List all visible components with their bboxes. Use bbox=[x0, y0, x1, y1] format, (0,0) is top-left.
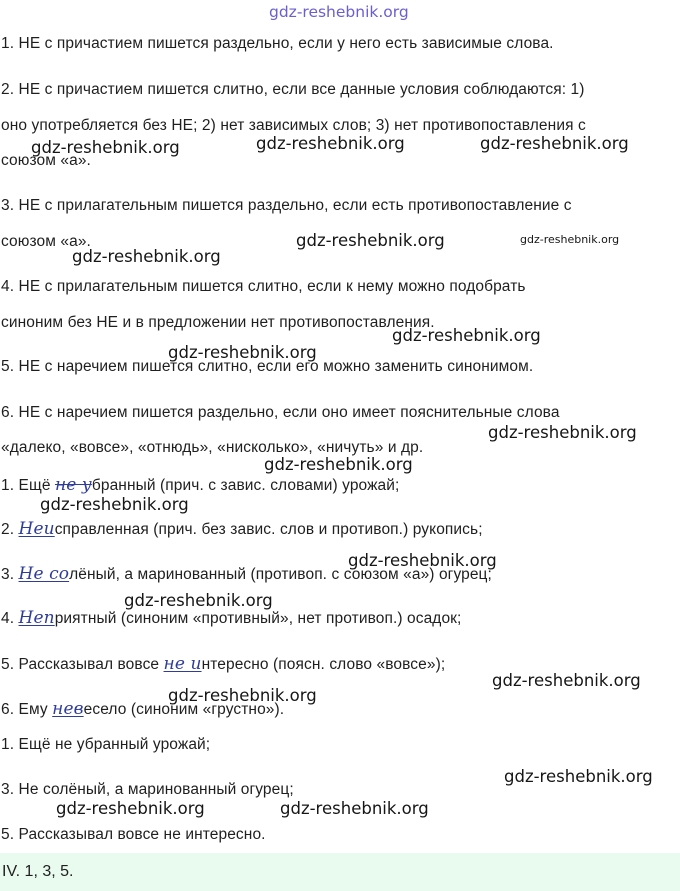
rule-line-4-cont: синоним без НЕ и в предложении нет противопоставления. bbox=[1, 314, 435, 331]
example-5 bbox=[1, 654, 445, 674]
final-answer: IV. 1, 3, 5. bbox=[2, 863, 74, 880]
example-4 bbox=[1, 608, 461, 628]
example-6-prefix: 6. Ему bbox=[1, 701, 53, 718]
watermark: gdz-reshebnik.org bbox=[56, 799, 205, 818]
rule-line-6: 6. НЕ с наречием пишется раздельно, если оно имеет пояснительные слова bbox=[1, 404, 560, 421]
rule-line-3-cont: союзом «а». bbox=[1, 233, 91, 250]
example-5-rest: нтересно (поясн. слово «вовсе»); bbox=[201, 656, 446, 673]
answer-line-3: 3. Не солёный, а маринованный огурец; bbox=[1, 781, 294, 798]
watermark: gdz-reshebnik.org bbox=[504, 767, 653, 786]
watermark: gdz-reshebnik.org bbox=[488, 423, 637, 442]
rule-line-6-cont: «далеко, «вовсе», «отнюдь», «нисколько», «ничуть» и др. bbox=[1, 439, 424, 456]
example-6-handwritten: нев bbox=[52, 699, 84, 719]
example-1-handwritten: не у bbox=[54, 475, 92, 495]
rule-line-3: 3. НЕ с прилагательным пишется раздельно, если есть противопоставление с bbox=[1, 197, 572, 214]
watermark: gdz-reshebnik.org bbox=[520, 233, 620, 246]
example-4-handwritten: Неп bbox=[18, 608, 55, 628]
watermark: gdz-reshebnik.org bbox=[124, 591, 273, 610]
watermark: gdz-reshebnik.org bbox=[72, 247, 221, 266]
watermark: gdz-reshebnik.org bbox=[256, 134, 405, 153]
example-2 bbox=[1, 519, 483, 539]
answer-line-1: 1. Ещё не убранный урожай; bbox=[1, 736, 211, 753]
watermark: gdz-reshebnik.org bbox=[280, 799, 429, 818]
example-2-handwritten: Неи bbox=[18, 519, 55, 539]
example-6-rest: есело (синоним «грустно»). bbox=[83, 701, 285, 718]
watermark: gdz-reshebnik.org bbox=[348, 551, 497, 570]
rule-line-2-cont: оно употребляется без НЕ; 2) нет зависимых слов; 3) нет противопоставления с bbox=[1, 117, 586, 134]
example-5-prefix: 5. Рассказывал вовсе bbox=[1, 656, 164, 673]
final-answer-bar bbox=[0, 853, 680, 891]
watermark: gdz-reshebnik.org bbox=[480, 134, 629, 153]
example-3-handwritten: Не со bbox=[18, 564, 70, 584]
rule-line-5: 5. НЕ с наречием пишется слитно, если его можно заменить синонимом. bbox=[1, 358, 534, 375]
example-2-prefix: 2. bbox=[1, 521, 19, 538]
example-5-handwritten: не и bbox=[163, 654, 202, 674]
example-3-prefix: 3. bbox=[1, 566, 19, 583]
rule-line-1: 1. НЕ с причастием пишется раздельно, если у него есть зависимые слова. bbox=[1, 35, 554, 52]
watermark: gdz-reshebnik.org bbox=[492, 671, 641, 690]
example-4-prefix: 4. bbox=[1, 610, 19, 627]
rule-line-4: 4. НЕ с прилагательным пишется слитно, если к нему можно подобрать bbox=[1, 278, 526, 295]
example-1-rest: бранный (прич. с завис. словами) урожай; bbox=[91, 477, 400, 494]
rule-line-2: 2. НЕ с причастием пишется слитно, если все данные условия соблюдаются: 1) bbox=[1, 81, 585, 98]
example-1 bbox=[1, 475, 399, 495]
site-watermark-top: gdz-reshebnik.org bbox=[269, 3, 409, 21]
watermark: gdz-reshebnik.org bbox=[264, 455, 413, 474]
watermark: gdz-reshebnik.org bbox=[168, 343, 317, 362]
example-1-prefix: 1. Ещё bbox=[1, 477, 55, 494]
watermark: gdz-reshebnik.org bbox=[296, 231, 445, 250]
watermark: gdz-reshebnik.org bbox=[31, 138, 180, 157]
watermark: gdz-reshebnik.org bbox=[40, 495, 189, 514]
example-4-rest: риятный (синоним «противный», нет противоп.) осадок; bbox=[54, 610, 462, 627]
example-3-rest: лёный, а маринованный (противоп. с союзом «а») огурец; bbox=[69, 566, 492, 583]
answer-line-5: 5. Рассказывал вовсе не интересно. bbox=[1, 826, 266, 843]
watermark: gdz-reshebnik.org bbox=[168, 686, 317, 705]
example-2-rest: справленная (прич. без завис. слов и противоп.) рукопись; bbox=[54, 521, 483, 538]
watermark: gdz-reshebnik.org bbox=[392, 326, 541, 345]
rule-line-2-end: союзом «а». bbox=[1, 152, 91, 169]
